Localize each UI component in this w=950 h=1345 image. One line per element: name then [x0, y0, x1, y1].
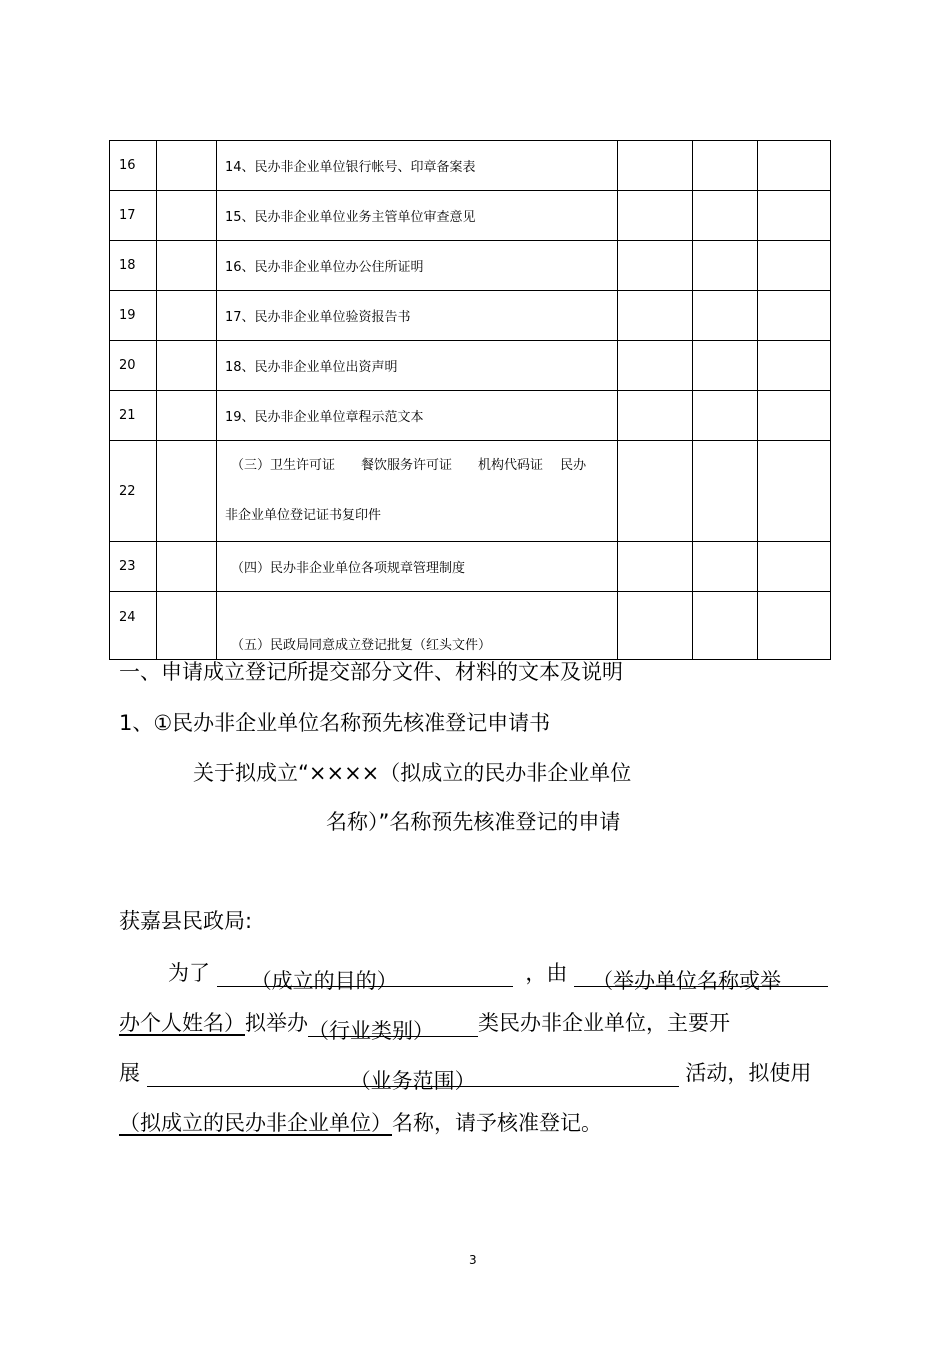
application-title-line2: 名称）”名称预先核准登记的申请: [326, 810, 621, 834]
table-row: [110, 341, 831, 391]
table-cell: [758, 341, 831, 391]
table-cell: [693, 291, 758, 341]
table-cell: [758, 191, 831, 241]
body-line-4: [119, 1107, 602, 1137]
row-description: 18、民办非企业单位出资声明: [217, 341, 618, 391]
row-description-line: 非企业单位登记证书复印件: [225, 508, 382, 523]
industry-blank: [308, 1015, 478, 1043]
section-heading: 一、申请成立登记所提交部分文件、材料的文本及说明: [119, 660, 623, 684]
body-line-3: [119, 1057, 812, 1093]
row-description-text: （四）民办非企业单位各项规章管理制度: [231, 561, 466, 576]
row-description: 15、民办非企业单位业务主管单位审查意见: [217, 191, 618, 241]
table-cell: [618, 141, 693, 191]
table-cell: [618, 291, 693, 341]
table-row: [110, 191, 831, 241]
body-text: 类民办非企业单位，主要开: [478, 1011, 730, 1035]
row-number: 19: [110, 291, 157, 341]
table-row: [110, 542, 831, 592]
table-cell: [693, 592, 758, 660]
table-cell: [618, 191, 693, 241]
unit-name-placeholder: （拟成立的民办非企业单位）: [119, 1111, 392, 1135]
row-number: 21: [110, 391, 157, 441]
body-line-2: [119, 1007, 730, 1043]
table-cell: [157, 241, 217, 291]
body-line-1: [168, 957, 828, 993]
table-cell: [758, 592, 831, 660]
row-description-text: （五）民政局同意成立登记批复（红头文件）: [231, 638, 492, 653]
table-cell: [758, 141, 831, 191]
row-description: [217, 592, 618, 660]
table-cell: [157, 592, 217, 660]
body-text: 活动，拟使用: [685, 1061, 812, 1085]
row-number: 22: [110, 441, 157, 542]
table-row: [110, 391, 831, 441]
table-cell: [758, 241, 831, 291]
table-cell: [693, 141, 758, 191]
table-cell: [157, 542, 217, 592]
row-description: 16、民办非企业单位办公住所证明: [217, 241, 618, 291]
organizer-blank: [574, 965, 828, 993]
table-cell: [157, 391, 217, 441]
table-cell: [157, 341, 217, 391]
scope-blank: [147, 1065, 679, 1093]
table-cell: [618, 241, 693, 291]
table-cell: [157, 141, 217, 191]
document-table: [109, 140, 831, 660]
table-row: [110, 441, 831, 542]
body-text: ，由: [525, 961, 568, 985]
table-cell: [758, 391, 831, 441]
item-heading: 1、①民办非企业单位名称预先核准登记申请书: [119, 711, 551, 735]
row-description: 19、民办非企业单位章程示范文本: [217, 391, 618, 441]
table-cell: [693, 341, 758, 391]
row-number: 20: [110, 341, 157, 391]
table-cell: [758, 441, 831, 542]
table-row: [110, 141, 831, 191]
table-cell: [618, 542, 693, 592]
body-text: 拟举办: [245, 1011, 308, 1035]
table-cell: [157, 441, 217, 542]
application-title-line1: 关于拟成立“××××（拟成立的民办非企业单位: [193, 761, 632, 785]
row-number: 24: [110, 592, 157, 660]
row-number: 23: [110, 542, 157, 592]
table-cell: [758, 542, 831, 592]
row-number: 17: [110, 191, 157, 241]
industry-placeholder: （行业类别）: [308, 1019, 434, 1043]
table-cell: [618, 341, 693, 391]
table-cell: [693, 391, 758, 441]
organizer-placeholder-cont: 办个人姓名）: [119, 1011, 245, 1035]
row-description: 17、民办非企业单位验资报告书: [217, 291, 618, 341]
table-cell: [693, 191, 758, 241]
salutation: 获嘉县民政局:: [119, 909, 253, 933]
row-description: 14、民办非企业单位银行帐号、印章备案表: [217, 141, 618, 191]
page-number: 3: [469, 1253, 477, 1267]
table-cell: [618, 391, 693, 441]
table-cell: [157, 291, 217, 341]
table-cell: [618, 441, 693, 542]
table-cell: [758, 291, 831, 341]
body-text: 为了: [168, 961, 210, 985]
row-description: [217, 542, 618, 592]
row-description-line: （三）卫生许可证 餐饮服务许可证 机构代码证 民办: [231, 458, 587, 473]
table-cell: [693, 241, 758, 291]
table-row: [110, 241, 831, 291]
table-cell: [157, 191, 217, 241]
table-cell: [693, 441, 758, 542]
row-description: [217, 441, 618, 542]
row-number: 16: [110, 141, 157, 191]
body-text: 名称，请予核准登记。: [392, 1111, 602, 1135]
table-cell: [618, 592, 693, 660]
table-row: [110, 291, 831, 341]
table-cell: [693, 542, 758, 592]
purpose-placeholder: （成立的目的）: [250, 969, 398, 993]
scope-placeholder: （业务范围）: [349, 1069, 476, 1093]
table-row: [110, 592, 831, 660]
purpose-blank: [217, 965, 513, 993]
row-number: 18: [110, 241, 157, 291]
body-text: 展: [119, 1061, 140, 1085]
organizer-placeholder: （举办单位名称或举: [592, 969, 782, 993]
